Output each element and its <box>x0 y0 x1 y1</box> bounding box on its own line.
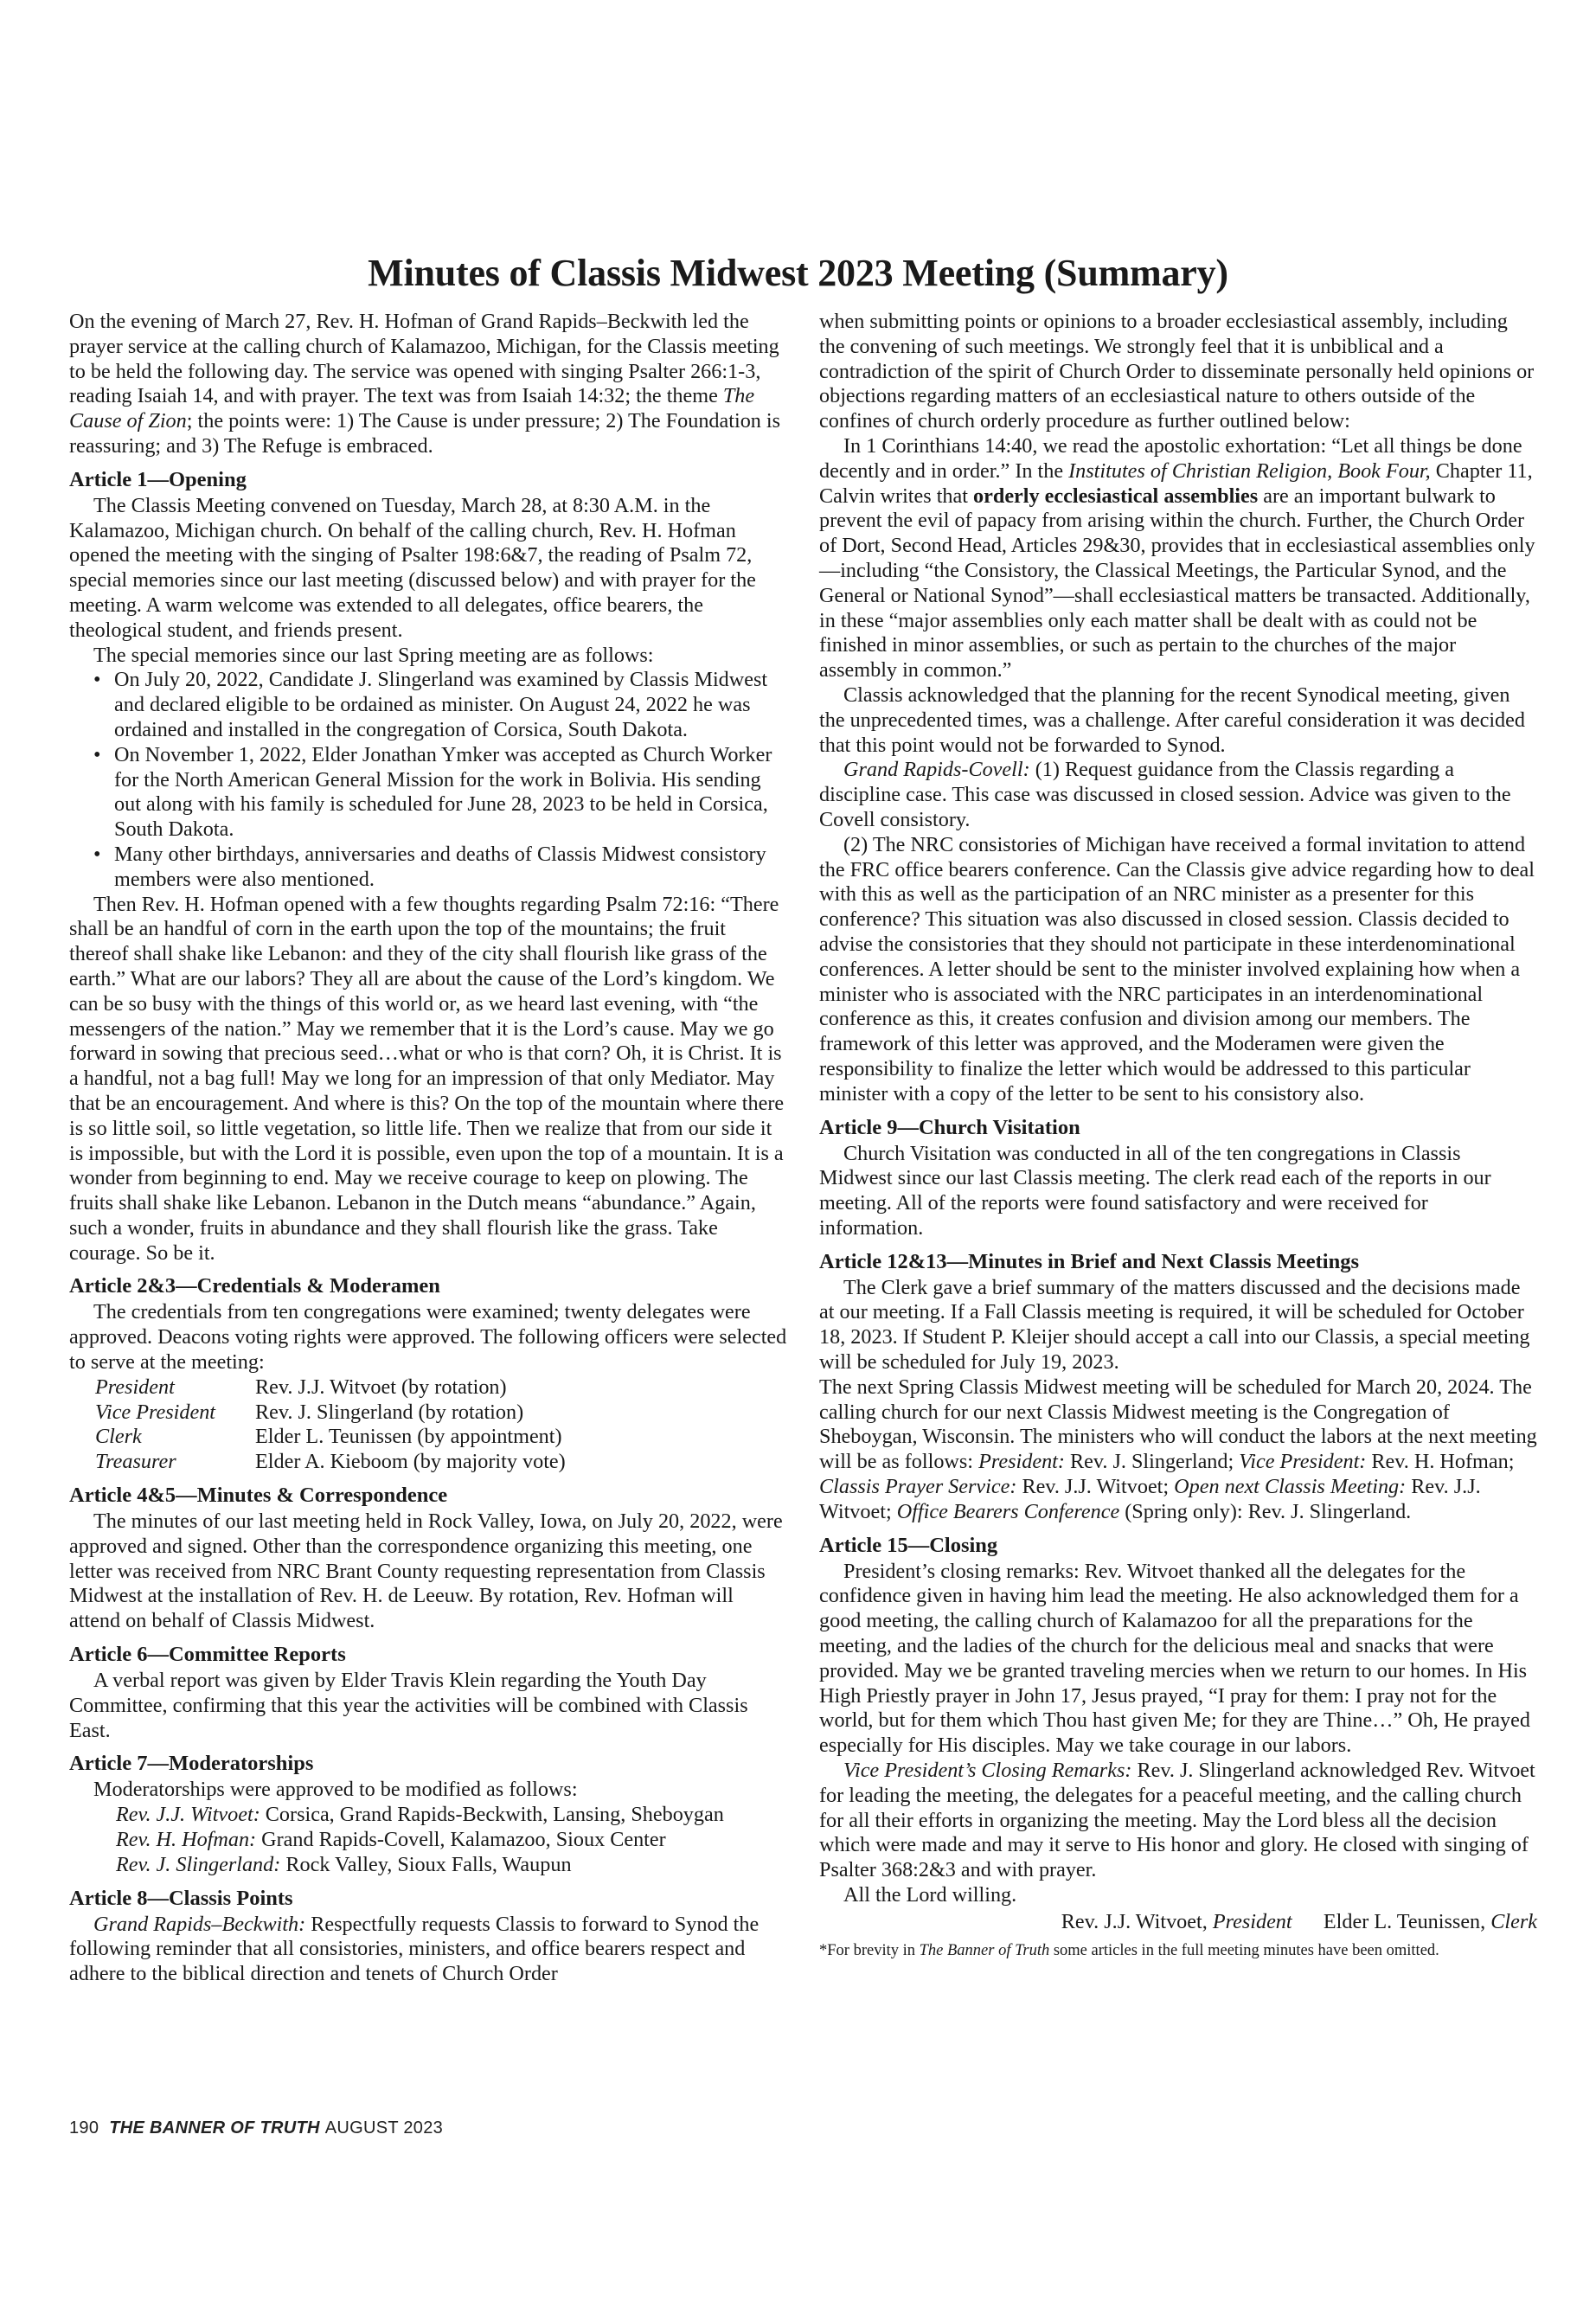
covell-paragraph-2: (2) The NRC consistories of Michigan have received a formal invitation to attend the FRC office bearers conference. Can the Classis give advice regarding how to deal with this as well as the participation of an NRC minister as a presenter for this conference? This situation was also discussed in closed session. Classis decided to advise the consistories that they should not participate in these interdenominational conferences. A letter should be sent to the minister involved explaining how when a minister who is associated with the NRC participates in an interdenominational conference as this, it creates confusion and division among our members. The framework of this letter was approved, and the Moderamen were given the responsibility to finalize the letter which would be addressed to this particular minister with a copy of the letter to be sent to his consistory also. <box>819 832 1535 1106</box>
page-footer <box>69 2118 443 2138</box>
role-name: Rev. J.J. Witvoet; <box>1016 1475 1175 1499</box>
closing-line: All the Lord willing. <box>843 1883 1017 1907</box>
moderator-name: Rev. H. Hofman: <box>116 1828 257 1852</box>
continuation-paragraph: when submitting points or opinions to a broader ecclesiastical assembly, including the convening of such meetings. We strongly feel that it is unbiblical and a contradiction of the spirit of Church Order to disseminate personally held opinions or objections regarding matters of an ecclesiastical nature to others outside of the confines of church orderly procedure as further outlined below: <box>819 310 1535 433</box>
text-span: The next Spring Classis Midwest meeting will be scheduled for March 20, 2024. The calling church for our next Classis Midwest meeting is the Congregation of Sheboygan, Wisconsin. The ministers who will conduct the labors at the next meeting will be as follows: <box>819 1375 1537 1474</box>
moderator-name: Rev. J. Slingerland: <box>116 1852 281 1876</box>
article-6-paragraph: A verbal report was given by Elder Travis Klein regarding the Youth Day Committee, confirming that this year the activities will be combined with Classis East. <box>69 1669 748 1742</box>
list-item: • Many other birthdays, anniversaries and deaths of Classis Midwest consistory members were also mentioned. <box>114 843 787 893</box>
article-6-heading: Article 6—Committee Reports <box>69 1643 346 1667</box>
acknowledgement-paragraph: Classis acknowledged that the planning for the recent Synodical meeting, given the unprecedented times, was a challenge. After careful consideration it was decided that this point would not be forwarded to Synod. <box>819 683 1525 757</box>
role-label: President: <box>978 1450 1065 1474</box>
issue-date: AUGUST 2023 <box>324 2118 444 2138</box>
officer-role: President <box>95 1375 175 1399</box>
covell-text: (1) Request guidance from the Classis regarding a discipline case. This case was discussed in closed session. Advice was given to the Covell consistory. <box>819 758 1511 831</box>
article-9-heading: Article 9—Church Visitation <box>819 1115 1080 1139</box>
role-name: Rev. H. Hofman; <box>1366 1450 1515 1474</box>
memories-list <box>69 668 787 892</box>
institutes-title: Institutes of Christian Religion, Book Four, <box>1068 458 1431 483</box>
article-15-heading: Article 15—Closing <box>819 1533 998 1557</box>
page-title: Minutes of Classis Midwest 2023 Meeting (Summary) <box>368 252 1228 294</box>
moderator-churches: Corsica, Grand Rapids-Beckwith, Lansing, Sheboygan <box>265 1803 724 1827</box>
role-label: Open next Classis Meeting: <box>1174 1475 1407 1499</box>
article-1-meditation: Then Rev. H. Hofman opened with a few thoughts regarding Psalm 72:16: “There shall be an handful of corn in the earth upon the top of the mountains; the fruit thereof shall shake like Lebanon: and they of the city shall flourish like grass of the earth.” What are our labors? They all are about the cause of the Lord’s kingdom. We can be so busy with the things of this world or, as we heard last evening, with “the messengers of the nation.” May we remember that it is the Lord’s cause. May we go forward in sowing that precious seed…what or who is that corn? Oh, it is Christ. It is a handful, not a bag full! May we long for an impression of that only Mediator. May that be an encouragement. And where is this? On the top of the mountain where there is so little soil, so little vegetation, so little life. Then we realize that from our side it is impossible, but with the Lord it is possible, even upon the top of a mountain. It is a wonder from beginning to end. May we receive courage to keep on plowing. The fruits shall shake like Lebanon. Lebanon in the Dutch means “abundance.” Again, such a wonder, fruits in abundance and they shall flourish like the grass. Take courage. So be it. <box>69 892 785 1265</box>
officer-role: Clerk <box>95 1425 142 1449</box>
role-label: Vice President: <box>1239 1450 1367 1474</box>
corinthians-paragraph <box>819 434 1537 683</box>
list-item <box>116 1828 787 1853</box>
article-9-paragraph: Church Visitation was conducted in all of the ten congregations in Classis Midwest since our last Classis meeting. The clerk read each of the reports in our meeting. All of the reports were found satisfactory and were received for information. <box>819 1141 1491 1240</box>
signature-name: Elder L. Teunissen, <box>1323 1909 1491 1933</box>
officer-role: Treasurer <box>95 1450 176 1474</box>
article-4-5-heading: Article 4&5—Minutes & Correspondence <box>69 1484 448 1508</box>
intro-end: ; the points were: 1) The Cause is under pressure; 2) The Foundation is reassuring; and 3) The Refuge is embraced. <box>69 409 781 458</box>
article-8-label: Grand Rapids–Beckwith: <box>93 1912 306 1936</box>
article-15-paragraph: President’s closing remarks: Rev. Witvoet thanked all the delegates for the confidence given in having him lead the meeting. He also acknowledged them for a good meeting, the calling church of Kalamazoo for all the preparations for the meeting, and the ladies of the church for the delicious meal and snacks that were provided. May we be granted traveling mercies when we return to our homes. In His High Priestly prayer in John 17, Jesus prayed, “I pray for them: I pray not for the world, but for them which Thou hast given Me; for they are Thine…” Oh, He prayed especially for His disciples. May we take courage in our labors. <box>819 1559 1530 1758</box>
moderator-churches: Rock Valley, Sioux Falls, Waupun <box>285 1852 572 1876</box>
article-12-13-heading: Article 12&13—Minutes in Brief and Next Classis Meetings <box>819 1249 1359 1273</box>
list-item <box>116 1853 787 1878</box>
signature-role: President <box>1212 1909 1292 1933</box>
officer-name: Elder A. Kieboom (by majority vote) <box>255 1450 566 1474</box>
publication-name: THE BANNER OF TRUTH <box>109 2118 320 2138</box>
article-8-paragraph <box>69 1913 787 1987</box>
article-2-3-heading: Article 2&3—Credentials & Moderamen <box>69 1274 440 1298</box>
vp-text: Rev. J. Slingerland acknowledged Rev. Witvoet for leading the meeting, the delegates for a peaceful meeting, and the calling church for all their efforts in organizing the meeting. May the Lord bless all the decision which were made and may it serve to His honor and glory. He closed with singing of Psalter 368:2&3 and with prayer. <box>819 1759 1535 1882</box>
role-label: Classis Prayer Service: <box>819 1475 1017 1499</box>
text-span: are an important bulwark to prevent the evil of papacy from arising within the church. Further, the Church Order of Dort, Second Head, Articles 29&30, provides that in ecclesiastical assemblies only—including “the Consistory, the Classical Meetings, the Particular Synod, and the General or National Synod”—shall ecclesiastical matters be transacted. Additionally, in these “major assemblies only each matter shall be dealt with as could not be finished in minor assemblies, or such as pertain to the churches of the major assembly in common.” <box>819 484 1535 683</box>
officer-name: Rev. J. Slingerland (by rotation) <box>255 1400 524 1424</box>
covell-paragraph-1 <box>819 758 1537 832</box>
officers-table <box>95 1375 787 1475</box>
list-item <box>116 1803 787 1828</box>
article-12-13-paragraph: The Clerk gave a brief summary of the matters discussed and the decisions made at our meeting. If a Fall Classis meeting is required, it will be scheduled for October 18, 2023. If Student P. Kleijer should accept a call into our Classis, a special meeting will be scheduled for July 19, 2023. <box>819 1275 1530 1375</box>
article-7-paragraph: Moderatorships were approved to be modified as follows: <box>93 1778 578 1802</box>
text-span: some articles in the full meeting minutes have been omitted. <box>1049 1941 1439 1959</box>
list-item: • On July 20, 2022, Candidate J. Slingerland was examined by Classis Midwest and declared eligible to be ordained as minister. On August 24, 2022 he was ordained and installed in the congregation of Corsica, South Dakota. <box>114 668 787 742</box>
covell-label: Grand Rapids-Covell: <box>843 758 1030 782</box>
officer-name: Rev. J.J. Witvoet (by rotation) <box>255 1375 507 1399</box>
article-8-heading: Article 8—Classis Points <box>69 1886 293 1910</box>
list-item: • On November 1, 2022, Elder Jonathan Ymker was accepted as Church Worker for the North American General Mission for the work in Bolivia. His sending out along with his family is scheduled for June 28, 2023 to be held in Corsica, South Dakota. <box>114 743 787 843</box>
article-7-heading: Article 7—Moderatorships <box>69 1752 314 1776</box>
intro-paragraph <box>69 310 787 459</box>
next-meeting-paragraph <box>819 1375 1537 1525</box>
left-column <box>69 310 787 1987</box>
signature-role: Clerk <box>1490 1909 1537 1933</box>
role-name: Rev. J.J. Witvoet; <box>819 1475 1481 1523</box>
role-label: Office Bearers Conference <box>896 1499 1120 1523</box>
moderator-churches: Grand Rapids-Covell, Kalamazoo, Sioux Center <box>261 1828 666 1852</box>
article-1-paragraph: The Classis Meeting convened on Tuesday, March 28, at 8:30 A.M. in the Kalamazoo, Michigan church. On behalf of the calling church, Rev. H. Hofman opened the meeting with the singing of Psalter 198:6&7, the reading of Psalm 72, special memories since our last meeting (discussed below) and with prayer for the meeting. A warm welcome was extended to all delegates, office bearers, the theological student, and friends present. <box>69 493 756 642</box>
officer-name: Elder L. Teunissen (by appointment) <box>255 1425 562 1449</box>
text-span: Chapter 11, Calvin writes that <box>819 458 1533 508</box>
signature-name: Rev. J.J. Witvoet, <box>1061 1909 1213 1933</box>
moderator-name: Rev. J.J. Witvoet: <box>116 1803 260 1827</box>
vp-label: Vice President’s Closing Remarks: <box>843 1759 1132 1783</box>
role-name: Rev. J. Slingerland; <box>1064 1450 1240 1474</box>
signatures <box>819 1910 1537 1935</box>
article-4-5-paragraph: The minutes of our last meeting held in Rock Valley, Iowa, on July 20, 2022, were approved and signed. Other than the correspondence organizing this meeting, one letter was received from NRC Brant County requesting representation from Classis Midwest at the installation of Rev. H. de Leeuw. By rotation, Rev. Hofman will attend on behalf of Classis Midwest. <box>69 1509 783 1633</box>
intro-text: On the evening of March 27, Rev. H. Hofman of Grand Rapids–Beckwith led the prayer service at the calling church of Kalamazoo, Michigan, for the Classis meeting to be held the following day. The service was opened with singing Psalter 266:1-3, reading Isaiah 14, and with prayer. The text was from Isaiah 14:32; the theme <box>69 310 779 408</box>
vice-president-paragraph <box>819 1759 1537 1883</box>
publication-title: The Banner of Truth <box>919 1941 1050 1959</box>
intro-theme: The Cause of Zion <box>69 384 755 433</box>
officer-role: Vice President <box>95 1400 216 1424</box>
right-column <box>819 310 1537 1960</box>
page-number: 190 <box>69 2118 99 2138</box>
article-1-heading: Article 1—Opening <box>69 467 247 491</box>
article-8-text: Respectfully requests Classis to forward to Synod the following reminder that all consistories, ministers, and office bearers respect and adhere to the biblical direction and tenets of Church Order <box>69 1912 760 1986</box>
bold-phrase: orderly ecclesiastical assemblies <box>973 484 1259 508</box>
article-2-3-paragraph: The credentials from ten congregations were examined; twenty delegates were approved. Deacons voting rights were approved. The following officers were selected to serve at the meeting: <box>69 1300 787 1375</box>
text-span: *For brevity in <box>819 1941 920 1959</box>
role-name: (Spring only): Rev. J. Slingerland. <box>1119 1499 1412 1523</box>
text-span: In 1 Corinthians 14:40, we read the apostolic exhortation: “Let all things be done decently and in order.” In the <box>819 433 1522 483</box>
article-1-memories-intro: The special memories since our last Spring meeting are as follows: <box>93 643 654 667</box>
moderatorships-list <box>116 1803 787 1877</box>
footnote <box>819 1942 1537 1960</box>
